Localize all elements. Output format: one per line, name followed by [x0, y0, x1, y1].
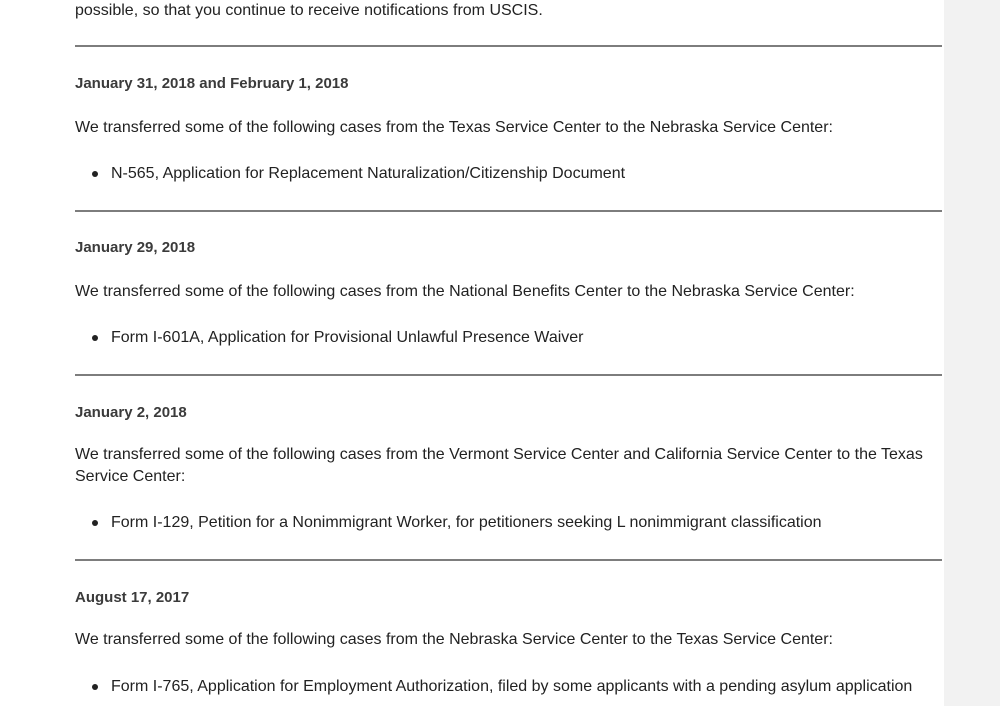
section-divider: [75, 45, 942, 47]
section-divider: [75, 374, 942, 376]
section-description: We transferred some of the following cases from the Texas Service Center to the Nebraska Service Center:: [75, 119, 833, 136]
bullet-icon: [92, 171, 98, 177]
section-divider: [75, 210, 942, 212]
list-item-text: Form I-765, Application for Employment Authorization, filed by some applicants with a pending asylum application: [111, 678, 913, 695]
section-description: We transferred some of the following cases from the Nebraska Service Center to the Texas Service Center:: [75, 631, 833, 648]
list-item-text: N-565, Application for Replacement Naturalization/Citizenship Document: [111, 165, 626, 182]
section-divider: [75, 559, 942, 561]
intro-text: possible, so that you continue to receive notifications from USCIS.: [75, 2, 543, 19]
page-background-gutter: [944, 0, 1000, 706]
section-date: January 2, 2018: [75, 404, 187, 421]
section-date: August 17, 2017: [75, 589, 190, 606]
section-date: January 31, 2018 and February 1, 2018: [75, 75, 349, 92]
section-description: We transferred some of the following cases from the National Benefits Center to the Nebraska Service Center:: [75, 283, 855, 300]
bullet-icon: [92, 520, 98, 526]
list-item-text: Form I-129, Petition for a Nonimmigrant Worker, for petitioners seeking L nonimmigrant classification: [111, 514, 822, 531]
section-description: We transferred some of the following cases from the Vermont Service Center and California Service Center to the Texas Service Center:: [75, 446, 923, 485]
list-item-text: Form I-601A, Application for Provisional Unlawful Presence Waiver: [111, 329, 584, 346]
section-date: January 29, 2018: [75, 239, 196, 256]
bullet-icon: [92, 335, 98, 341]
bullet-icon: [92, 684, 98, 690]
